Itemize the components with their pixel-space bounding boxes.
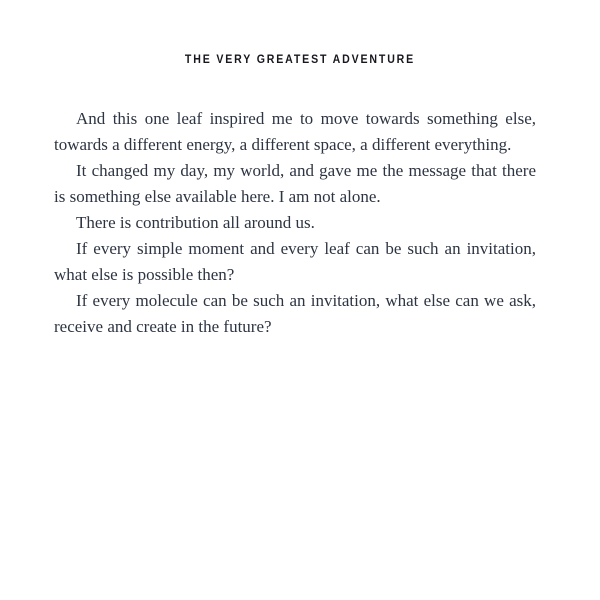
paragraph bbox=[54, 236, 536, 288]
text-line: is something else available here. I am not alone. bbox=[54, 187, 381, 206]
paragraph bbox=[54, 288, 536, 340]
text-line: It changed my day, my world, and gave me the message that there bbox=[76, 161, 536, 180]
paragraph bbox=[54, 106, 536, 158]
text-line: what else is possible then? bbox=[54, 265, 235, 284]
paragraph bbox=[54, 158, 536, 210]
chapter-running-header: THE VERY GREATEST ADVENTURE bbox=[184, 54, 416, 66]
text-line: If every molecule can be such an invitation, what else can we ask, bbox=[76, 291, 536, 310]
text-line: towards a different energy, a different space, a different everything. bbox=[54, 135, 512, 154]
text-line: There is contribution all around us. bbox=[76, 213, 315, 232]
text-line: And this one leaf inspired me to move towards something else, bbox=[76, 109, 536, 128]
text-line: receive and create in the future? bbox=[54, 317, 272, 336]
paragraph bbox=[54, 210, 536, 236]
text-line: If every simple moment and every leaf can be such an invitation, bbox=[76, 239, 536, 258]
body-text bbox=[54, 106, 536, 340]
